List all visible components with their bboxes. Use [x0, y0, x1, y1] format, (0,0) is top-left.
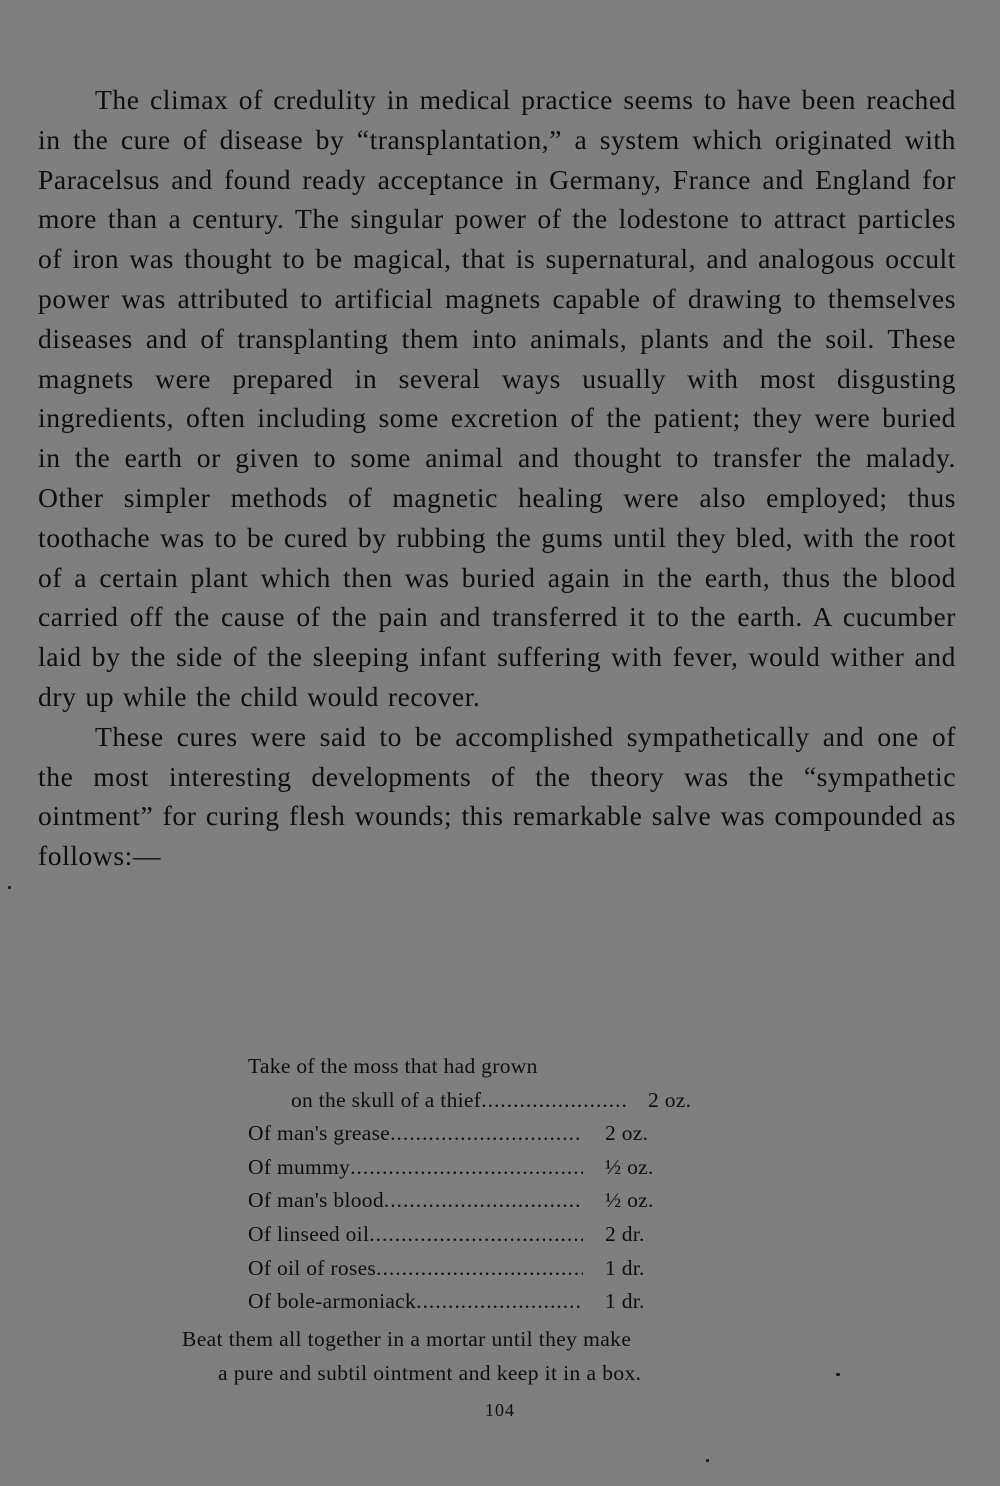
- ingredient-name: Of bole-armoniack: [248, 1289, 417, 1314]
- ingredient-quantity: ½ oz.: [605, 1154, 654, 1179]
- body-text: [38, 80, 956, 876]
- ointment-recipe: [248, 1050, 768, 1319]
- instruction-line: Beat them all together in a mortar until they make: [182, 1327, 632, 1351]
- ingredient-quantity: 1 dr.: [605, 1289, 645, 1314]
- stray-ink-mark: [706, 1459, 709, 1462]
- recipe-ingredient: [248, 1218, 666, 1252]
- recipe-ingredient: [248, 1285, 666, 1319]
- stray-ink-mark: [836, 1373, 840, 1376]
- ingredient-name: on the skull of a thief: [291, 1087, 482, 1112]
- dot-leader: [376, 1252, 583, 1286]
- paragraph-transplantation: The climax of credulity in medical practice seems to have been reached in the cure of disease by “transplantation,” a system which originated with Paracelsus and found ready acceptance in Germany, France and England for more than a century. The singular power of the lodestone to attract particles of iron was thought to be magical, that is supernatural, and analogous occult power was attributed to artificial magnets capable of drawing to themselves diseases and of transplanting them into animals, plants and the soil. These magnets were prepared in several ways usually with most disgusting ingredients, often including some excretion of the patient; they were buried in the earth or given to some animal and thought to transfer the malady. Other simpler methods of magnetic healing were also employed; thus toothache was to be cured by rubbing the gums until they bled, with the root of a certain plant which then was buried again in the earth, thus the blood carried off the cause of the pain and transferred it to the earth. A cucumber laid by the side of the sleeping infant suffering with fever, would wither and dry up while the child would recover.: [38, 84, 956, 712]
- ingredient-quantity: 1 dr.: [605, 1255, 645, 1280]
- stray-ink-mark: [8, 886, 11, 889]
- paragraph-sympathetic-ointment: These cures were said to be accomplished sympathetically and one of the most interesting developments of the theory was the “sympathetic ointment” for curing flesh wounds; this remarkable salve was compounded as follows:—: [38, 720, 956, 872]
- dot-leader: [416, 1285, 583, 1319]
- instruction-line: a pure and subtil ointment and keep it in a box.: [218, 1361, 642, 1385]
- ingredient-name: Of man's grease: [248, 1121, 391, 1146]
- ingredient-name: Of mummy: [248, 1154, 351, 1179]
- recipe-ingredient: [248, 1252, 666, 1286]
- dot-leader: [369, 1218, 583, 1252]
- ingredient-quantity: ½ oz.: [605, 1188, 654, 1213]
- recipe-ingredient: [248, 1184, 666, 1218]
- recipe-first-line: Take of the moss that had grown: [248, 1054, 538, 1078]
- recipe-ingredient: [248, 1084, 709, 1118]
- dot-leader: [481, 1084, 626, 1118]
- ingredient-quantity: 2 dr.: [605, 1221, 645, 1246]
- ingredient-name: Of oil of roses: [248, 1255, 377, 1280]
- ingredient-name: Of man's blood: [248, 1188, 384, 1213]
- ingredient-name: Of linseed oil: [248, 1221, 370, 1246]
- dot-leader: [390, 1117, 583, 1151]
- dot-leader: [350, 1151, 583, 1185]
- recipe-instructions: [182, 1322, 822, 1390]
- page-number: 104: [485, 1400, 515, 1420]
- recipe-ingredient: [248, 1151, 666, 1185]
- dot-leader: [384, 1184, 583, 1218]
- ingredient-quantity: 2 oz.: [648, 1087, 692, 1112]
- ingredient-quantity: 2 oz.: [605, 1121, 649, 1146]
- recipe-ingredient: [248, 1117, 666, 1151]
